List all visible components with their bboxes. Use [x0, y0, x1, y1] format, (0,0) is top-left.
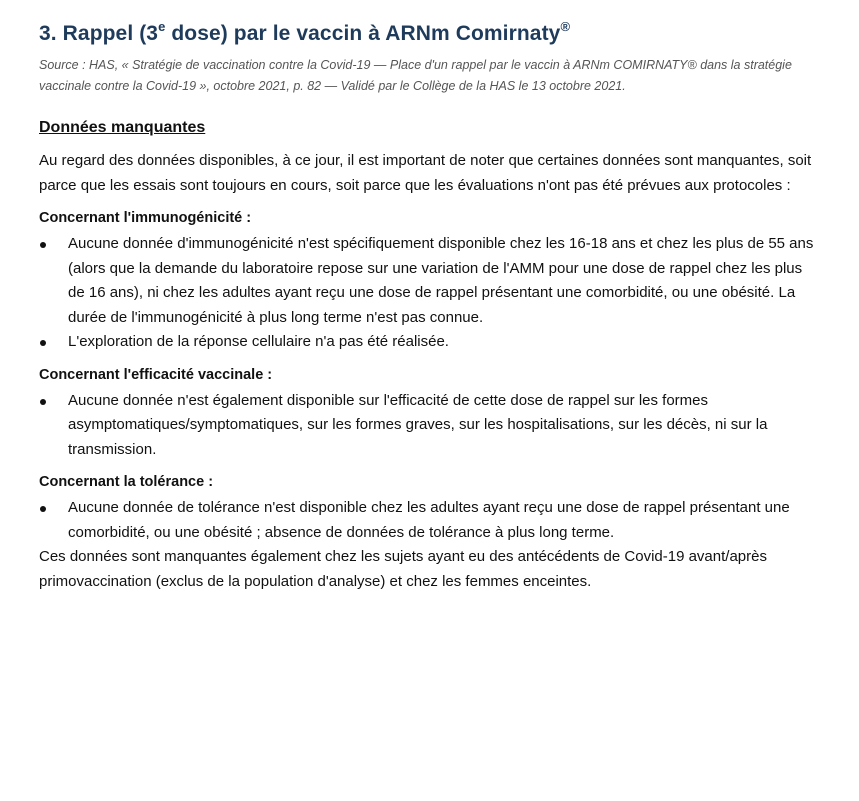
bullet-icon	[40, 506, 46, 512]
registered-mark: ®	[560, 19, 571, 34]
closing-paragraph: Ces données sont manquantes également chez les sujets ayant eu des antécédents de Covid-19 avant/après primovaccination (exclus de la population d'analyse) et chez les femmes enceintes.	[39, 548, 767, 590]
group-heading-immunogenicity: Concernant l'immunogénicité :	[39, 210, 252, 226]
intro-paragraph: Au regard des données disponibles, à ce jour, il est important de noter que certaines données sont manquantes, soit parce que les essais sont toujours en cours, soit parce que les évaluations n'ont pas été prévues aux protocoles :	[39, 152, 812, 194]
list-item	[39, 389, 819, 463]
list-item-text: L'exploration de la réponse cellulaire n'a pas été réalisée.	[68, 333, 449, 350]
list-item-text: Aucune donnée de tolérance n'est disponible chez les adultes ayant reçu une dose de rappel présentant une comorbidité, ou une obésité ; absence de données de tolérance à plus long terme.	[68, 499, 790, 541]
section-heading: Données manquantes	[39, 119, 206, 136]
title-prefix: 3. Rappel (3	[39, 22, 159, 45]
title-middle: dose) par le vaccin à ARNm Comirnaty	[165, 22, 561, 45]
list-item	[39, 496, 819, 545]
bullet-icon	[40, 242, 46, 248]
bullet-list-tolerance	[39, 496, 819, 545]
title-superscript: e	[158, 19, 166, 34]
list-item-text: Aucune donnée n'est également disponible sur l'efficacité de cette dose de rappel sur les formes asymptomatiques/symptomatiques, sur les formes graves, sur les hospitalisations, sur les décès, ni sur la transmission.	[68, 391, 768, 458]
bullet-icon	[40, 340, 46, 346]
bullet-list-immunogenicity	[39, 232, 819, 355]
group-heading-efficacy: Concernant l'efficacité vaccinale :	[39, 366, 273, 383]
list-item	[39, 232, 819, 330]
page-title	[39, 20, 829, 48]
bullet-list-efficacy	[39, 389, 819, 463]
source-citation: Source : HAS, « Stratégie de vaccination contre la Covid-19 — Place d'un rappel par le vaccin à ARNm COMIRNATY® dans la stratégie vaccinale contre la Covid-19 », octobre 2021, p. 82 — Validé par le Collège de la HAS le 13 octobre 2021.	[39, 58, 792, 93]
list-item	[39, 330, 819, 355]
bullet-icon	[40, 399, 46, 405]
group-heading-tolerance: Concernant la tolérance :	[39, 474, 214, 490]
list-item-text: Aucune donnée d'immunogénicité n'est spécifiquement disponible chez les 16-18 ans et chez les plus de 55 ans (alors que la demande du laboratoire repose sur une variation de l'AMM pour une dose de rappel chez les plus de 16 ans), ni chez les adultes ayant reçu une dose de rappel présentant une comorbidité, ou une obésité. La durée de l'immunogénicité à plus long terme n'est pas connue.	[68, 235, 814, 326]
